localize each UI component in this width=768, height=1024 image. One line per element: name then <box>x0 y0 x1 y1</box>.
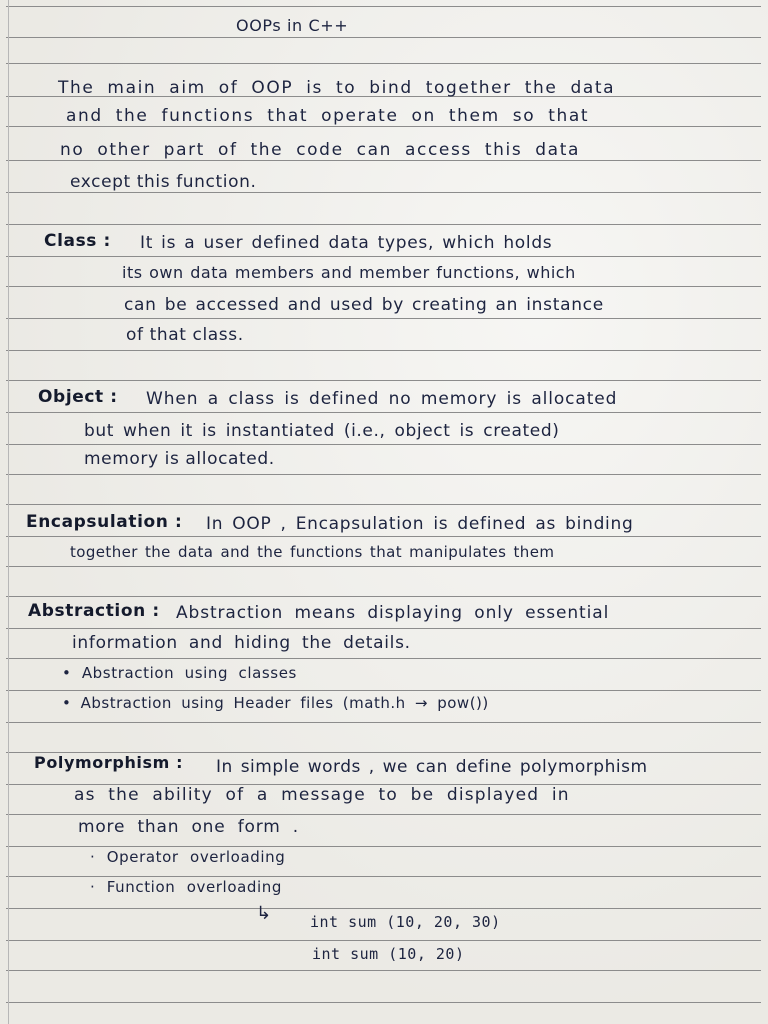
ruled-line <box>6 536 761 537</box>
ruled-line <box>6 286 761 287</box>
ruled-line <box>6 37 761 38</box>
ruled-line <box>6 412 761 413</box>
encapsulation-line-1: In OOP , Encapsulation is defined as binding <box>206 514 634 534</box>
ruled-line <box>6 224 761 225</box>
ruled-line <box>6 63 761 64</box>
ruled-line <box>6 690 761 691</box>
ruled-line <box>6 160 761 161</box>
ruled-line <box>6 1002 761 1003</box>
abstraction-line-1: Abstraction means displaying only essential <box>176 603 610 623</box>
overload-example-1: int sum (10, 20, 30) <box>310 913 501 931</box>
abstraction-bullet-2: • Abstraction using Header files (math.h → pow()) <box>62 694 489 712</box>
polymorphism-line-1: In simple words , we can define polymorphism <box>216 757 648 777</box>
polymorphism-bullet-1: · Operator overloading <box>90 848 286 866</box>
ruled-line <box>6 192 761 193</box>
ruled-line <box>6 318 761 319</box>
ruled-line <box>6 380 761 381</box>
polymorphism-term: Polymorphism : <box>34 753 184 772</box>
ruled-line <box>6 658 761 659</box>
ruled-line <box>6 596 761 597</box>
ruled-line <box>6 940 761 941</box>
ruled-line <box>6 908 761 909</box>
ruled-line <box>6 504 761 505</box>
class-line-4: of that class. <box>126 325 244 345</box>
overload-example-2: int sum (10, 20) <box>312 945 465 963</box>
ruled-line <box>6 126 761 127</box>
encapsulation-line-2: together the data and the functions that manipulates them <box>70 543 555 561</box>
object-line-1: When a class is defined no memory is allocated <box>146 389 618 409</box>
abstraction-line-2: information and hiding the details. <box>72 633 411 653</box>
class-term: Class : <box>44 231 111 251</box>
object-line-3: memory is allocated. <box>84 449 275 469</box>
intro-line-3: no other part of the code can access this data <box>60 140 580 160</box>
abstraction-term: Abstraction : <box>28 601 160 621</box>
page-title: OOPs in C++ <box>236 16 349 35</box>
sub-arrow-icon: ↳ <box>256 903 272 924</box>
ruled-line <box>6 970 761 971</box>
ruled-line <box>6 628 761 629</box>
object-term: Object : <box>38 387 118 407</box>
ruled-line <box>6 444 761 445</box>
polymorphism-bullet-2: · Function overloading <box>90 878 283 896</box>
ruled-line <box>6 566 761 567</box>
ruled-line <box>6 350 761 351</box>
object-line-2: but when it is instantiated (i.e., object is created) <box>84 421 560 441</box>
class-line-2: its own data members and member functions, which <box>122 263 576 282</box>
ruled-line <box>6 814 761 815</box>
margin-line <box>8 0 9 1024</box>
encapsulation-term: Encapsulation : <box>26 512 183 532</box>
class-line-3: can be accessed and used by creating an instance <box>124 295 604 315</box>
polymorphism-line-2: as the ability of a message to be displayed in <box>74 785 570 805</box>
ruled-line <box>6 722 761 723</box>
intro-line-2: and the functions that operate on them so that <box>66 106 590 126</box>
ruled-line <box>6 6 761 7</box>
polymorphism-line-3: more than one form . <box>78 817 299 837</box>
ruled-line <box>6 474 761 475</box>
abstraction-bullet-1: • Abstraction using classes <box>62 664 297 682</box>
class-line-1: It is a user defined data types, which holds <box>140 233 553 253</box>
ruled-line <box>6 256 761 257</box>
intro-line-1: The main aim of OOP is to bind together the data <box>58 78 616 98</box>
intro-line-4: except this function. <box>70 172 257 192</box>
